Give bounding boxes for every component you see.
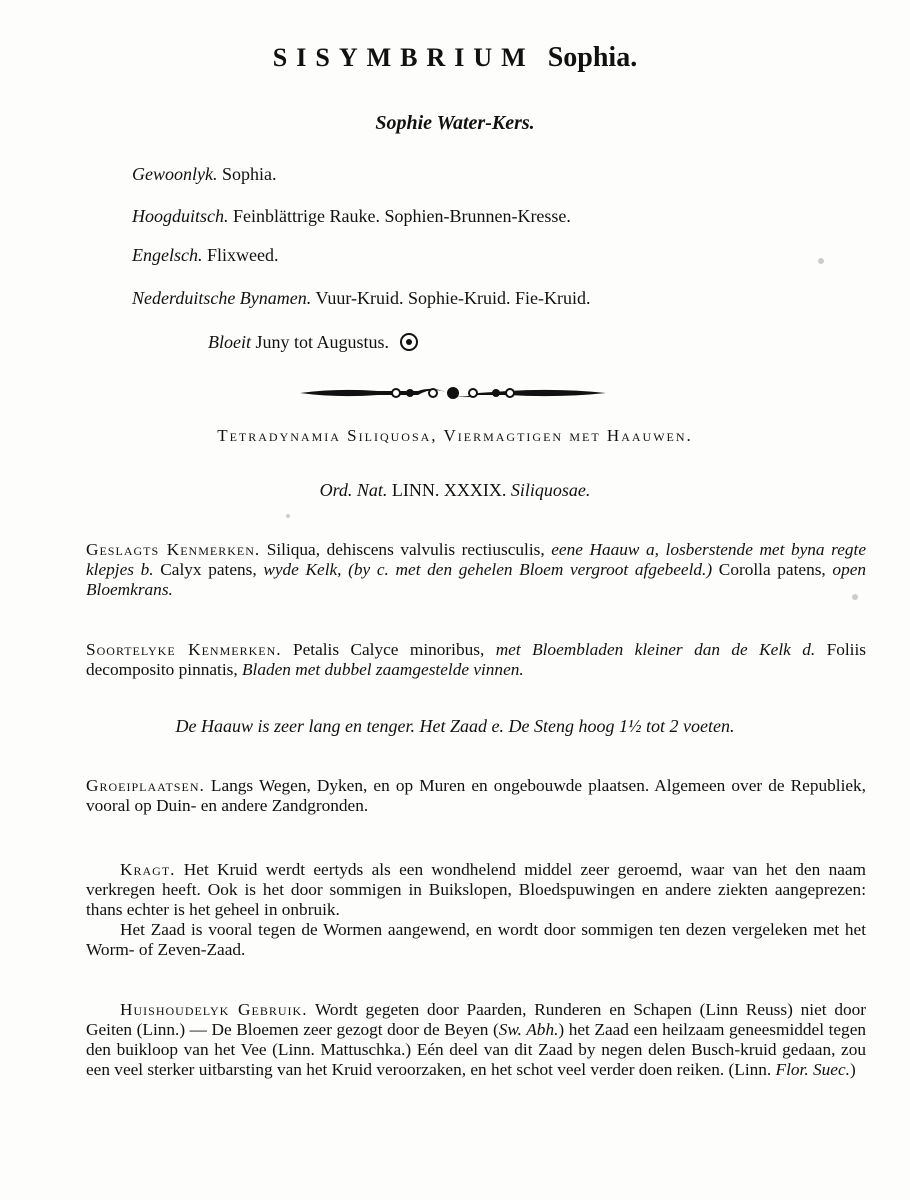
annual-symbol-icon <box>400 333 418 351</box>
latin-text: Calyx patens, <box>153 560 264 579</box>
name-line-nederduitsch <box>132 288 591 309</box>
latin-text: Siliqua, dehiscens valvulis rectiusculis, <box>260 540 552 559</box>
section-heading: Soortelyke Kenmerken. <box>86 640 282 659</box>
section-text: Langs Wegen, Dyken, en op Muren en ongebouwde plaatsen. Algemeen over de Republiek, vooral op Duin- en andere Zandgronden. <box>86 776 866 815</box>
paper-speck <box>818 258 824 264</box>
flowering-label: Bloeit <box>208 332 251 352</box>
flowering-line <box>208 332 418 353</box>
name-line-hoogduitsch <box>132 206 571 227</box>
species-name: Sophia. <box>547 42 638 73</box>
properties-paragraph <box>86 860 866 960</box>
pod-description-line: De Haauw is zeer lang en tenger. Het Zaad e. De Steng hoog 1½ tot 2 voeten. <box>175 716 735 736</box>
name-line-gewoonlyk <box>132 164 277 185</box>
dutch-text: met Bloembladen kleiner dan de Kelk d. <box>495 640 816 659</box>
dutch-text: Bladen met dubbel zaamgestelde vinnen. <box>242 660 524 679</box>
dutch-text: wyde Kelk, (by c. met den gehelen Bloem vergroot afgebeeld.) <box>263 560 713 579</box>
flowering-text: Juny tot Augustus. <box>255 332 390 352</box>
genus-characters-paragraph <box>86 540 866 600</box>
name-label: Nederduitsche Bynamen. <box>132 288 312 308</box>
section-heading: Geslagts Kenmerken. <box>86 540 261 559</box>
latin-text: Petalis Calyce minoribus, <box>281 640 496 659</box>
class-heading: Tetradynamia Siliquosa, Viermagtigen met Haauwen. <box>217 426 693 445</box>
name-label: Hoogduitsch. <box>132 206 229 226</box>
section-text: Wordt gegeten door Paarden, Runderen en Schapen (Linn Reuss) niet door Geiten (Linn.) — De Bloemen zeer gezogt door de Beyen ( <box>86 1000 867 1039</box>
ord-linn: LINN. XXXIX. <box>391 480 507 500</box>
ornament-divider-icon <box>298 382 608 404</box>
page-title <box>0 42 910 74</box>
name-text: Flixweed. <box>206 245 279 265</box>
name-text: Feinblättrige Rauke. Sophien-Brunnen-Kresse. <box>233 206 571 226</box>
ord-label: Ord. Nat. <box>319 480 388 500</box>
habitat-paragraph <box>86 776 866 816</box>
name-label: Engelsch. <box>132 245 203 265</box>
dutch-text: open Bloemkrans. <box>86 560 867 599</box>
section-text-2: Het Zaad is vooral tegen de Wormen aangewend, en wordt door sommigen ten dezen vergeleken met het Worm- of Zeven-Zaad. <box>86 920 866 959</box>
natural-order-line <box>0 480 910 501</box>
paper-speck <box>286 514 290 518</box>
ord-name: Siliquosae. <box>510 480 591 500</box>
name-text: Vuur-Kruid. Sophie-Kruid. Fie-Kruid. <box>315 288 591 308</box>
household-use-paragraph <box>86 1000 866 1080</box>
common-name: Sophie Water-Kers. <box>375 112 535 134</box>
dutch-text: eene Haauw a, losberstende met byna regte klepjes b. <box>86 540 866 579</box>
species-characters-paragraph <box>86 640 866 680</box>
section-text: ) <box>849 1060 856 1079</box>
name-text: Sophia. <box>221 164 277 184</box>
section-heading: Kragt. <box>120 860 176 879</box>
name-line-engelsch <box>132 245 278 266</box>
name-label: Gewoonlyk. <box>132 164 218 184</box>
latin-text: Foliis decomposito pinnatis, <box>86 640 866 679</box>
section-text: ) het Zaad een heilzaam geneesmiddel tegen den buikloop van het Vee (Linn. Mattuschka.) Eén deel van dit Zaad by negen delen Busch-kruid gedaan, zou een veel sterker uitbarsting van het Kruid veroorzaken, en het schot veel verder doen reiken. (Linn. <box>86 1020 867 1079</box>
section-heading: Groeiplaatsen. <box>86 776 205 795</box>
section-heading: Huishoudelyk Gebruik. <box>120 1000 308 1019</box>
genus-name: SISYMBRIUM <box>272 43 535 72</box>
paper-speck <box>852 594 858 600</box>
citation-text: Sw. Abh. <box>498 1020 559 1039</box>
citation-text: Flor. Suec. <box>775 1060 850 1079</box>
latin-text: Corolla patens, <box>712 560 833 579</box>
section-text: Het Kruid werdt eertyds als een wondhelend middel zeer geroemd, waar van het den naam verkregen heeft. Ook is het door sommigen in Buikslopen, Bloedspuwingen en andere ziekten aangeprezen: thans echter is het geheel in onbruik. <box>86 860 866 919</box>
